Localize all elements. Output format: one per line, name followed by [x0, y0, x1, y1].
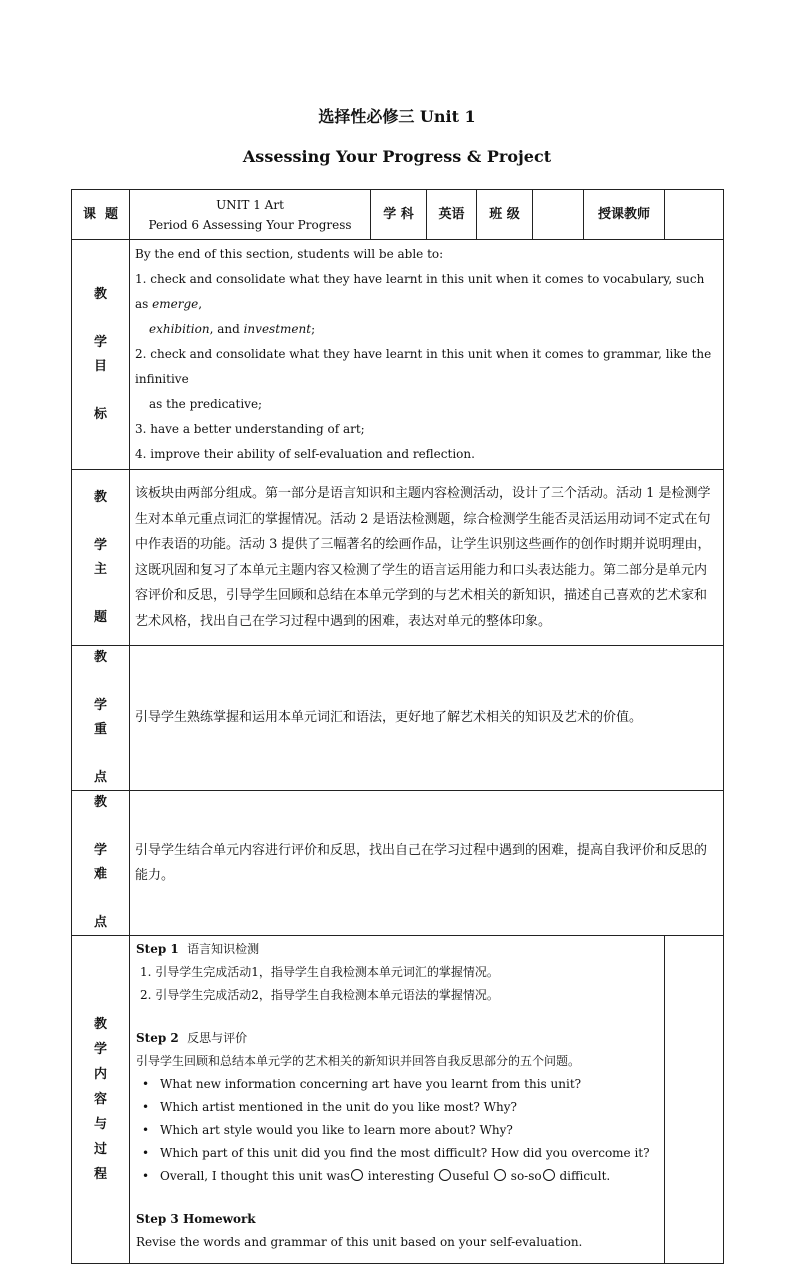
- process-label: 教 学 内 容 与 过 程: [72, 936, 130, 1264]
- option-circle-icon: [543, 1169, 555, 1181]
- step-2-intro: 引导学生回顾和总结本单元学的艺术相关的新知识并回答自我反思部分的五个问题。: [136, 1054, 581, 1068]
- key-points-content: 引导学生熟练掌握和运用本单元词汇和语法，更好地了解艺术相关的知识及艺术的价值。: [130, 646, 724, 791]
- objective-item-1-cont: exhibition, and investment;: [149, 322, 316, 336]
- step-2-heading: Step 2 反思与评价: [136, 1031, 248, 1045]
- difficulties-row: [72, 791, 724, 936]
- step-3-text: Revise the words and grammar of this unit based on your self-evaluation.: [136, 1235, 583, 1249]
- step-1-heading: Step 1 语言知识检测: [136, 942, 260, 956]
- option-circle-icon: [439, 1169, 451, 1181]
- option-difficult: difficult.: [559, 1169, 611, 1183]
- objectives-content: [130, 240, 724, 470]
- course-title-cell: [130, 190, 371, 240]
- lesson-plan-table: [71, 189, 724, 1264]
- objective-item-2-cont: as the predicative;: [149, 397, 263, 411]
- course-label: 课 题: [72, 190, 130, 240]
- difficulties-content: 引导学生结合单元内容进行评价和反思，找出自己在学习过程中遇到的困难，提高自我评价和反思的能力。: [130, 791, 724, 936]
- option-interesting: interesting: [367, 1169, 435, 1183]
- class-value: [533, 190, 584, 240]
- process-row: [72, 936, 724, 1264]
- theme-content: 该板块由两部分组成。第一部分是语言知识和主题内容检测活动，设计了三个活动。活动 1 是检测学生对本单元重点词汇的掌握情况。活动 2 是语法检测题，综合检测学生能否灵活运用动词不定式在句中作表语的功能。活动 3 提供了三幅著名的绘画作品，让学生识别这些画作的创作时期并说明理由，这既巩固和复习了本单元主题内容又检测了学生的语言运用能力和口头表达能力。第二部分是单元内容评价和反思，引导学生回顾和总结在本单元学到的与艺术相关的新知识，描述自己喜欢的艺术家和艺术风格，找出自己在学习过程中遇到的困难，表达对单元的整体印象。: [130, 470, 724, 646]
- objectives-intro: By the end of this section, students will be able to:: [135, 247, 444, 261]
- reflection-question: • What new information concerning art have you learnt from this unit?: [136, 1073, 658, 1096]
- document-subtitle: Assessing Your Progress & Project: [242, 147, 552, 166]
- unit-name: UNIT 1 Art: [216, 197, 284, 212]
- option-circle-icon: [351, 1169, 363, 1181]
- objectives-label: 教 学 目 标: [72, 240, 130, 470]
- objectives-row: [72, 240, 724, 470]
- document-title: 选择性必修三 Unit 1: [318, 107, 476, 126]
- subject-label: 学 科: [371, 190, 427, 240]
- difficulties-label: 教 学 难 点: [72, 791, 130, 936]
- key-points-row: [72, 646, 724, 791]
- overall-rating-question: • Overall, I thought this unit was interesting useful so-so difficult.: [136, 1165, 658, 1188]
- step-1-item-1: 1. 引导学生完成活动1，指导学生自我检测本单元词汇的掌握情况。: [140, 965, 499, 979]
- objective-item-3: 3. have a better understanding of art;: [135, 422, 365, 436]
- objective-item-4: 4. improve their ability of self-evaluation and reflection.: [135, 447, 475, 461]
- option-circle-icon: [494, 1169, 506, 1181]
- period-name: Period 6 Assessing Your Progress: [148, 217, 352, 232]
- option-so-so: so-so: [510, 1169, 542, 1183]
- theme-row: [72, 470, 724, 646]
- objective-item-1: 1. check and consolidate what they have learnt in this unit when it comes to vocabulary, such as emerge,: [135, 272, 705, 311]
- key-points-label: 教 学 重 点: [72, 646, 130, 791]
- reflection-question: • Which part of this unit did you find the most difficult? How did you overcome it?: [136, 1142, 658, 1165]
- teacher-label: 授课教师: [584, 190, 665, 240]
- process-content: [130, 936, 665, 1264]
- option-useful: useful: [452, 1169, 490, 1183]
- reflection-question: • Which artist mentioned in the unit do you like most? Why?: [136, 1096, 658, 1119]
- objective-item-2: 2. check and consolidate what they have learnt in this unit when it comes to grammar, like the infinitive: [135, 347, 712, 386]
- subject-value: 英语: [427, 190, 477, 240]
- step-3-heading: Step 3 Homework: [136, 1212, 256, 1226]
- theme-label: 教 学 主 题: [72, 470, 130, 646]
- class-label: 班 级: [477, 190, 533, 240]
- step-1-item-2: 2. 引导学生完成活动2，指导学生自我检测本单元语法的掌握情况。: [140, 988, 499, 1002]
- process-notes-cell: [665, 936, 724, 1264]
- course-info-row: [72, 190, 724, 240]
- reflection-question: • Which art style would you like to learn more about? Why?: [136, 1119, 658, 1142]
- teacher-value: [665, 190, 724, 240]
